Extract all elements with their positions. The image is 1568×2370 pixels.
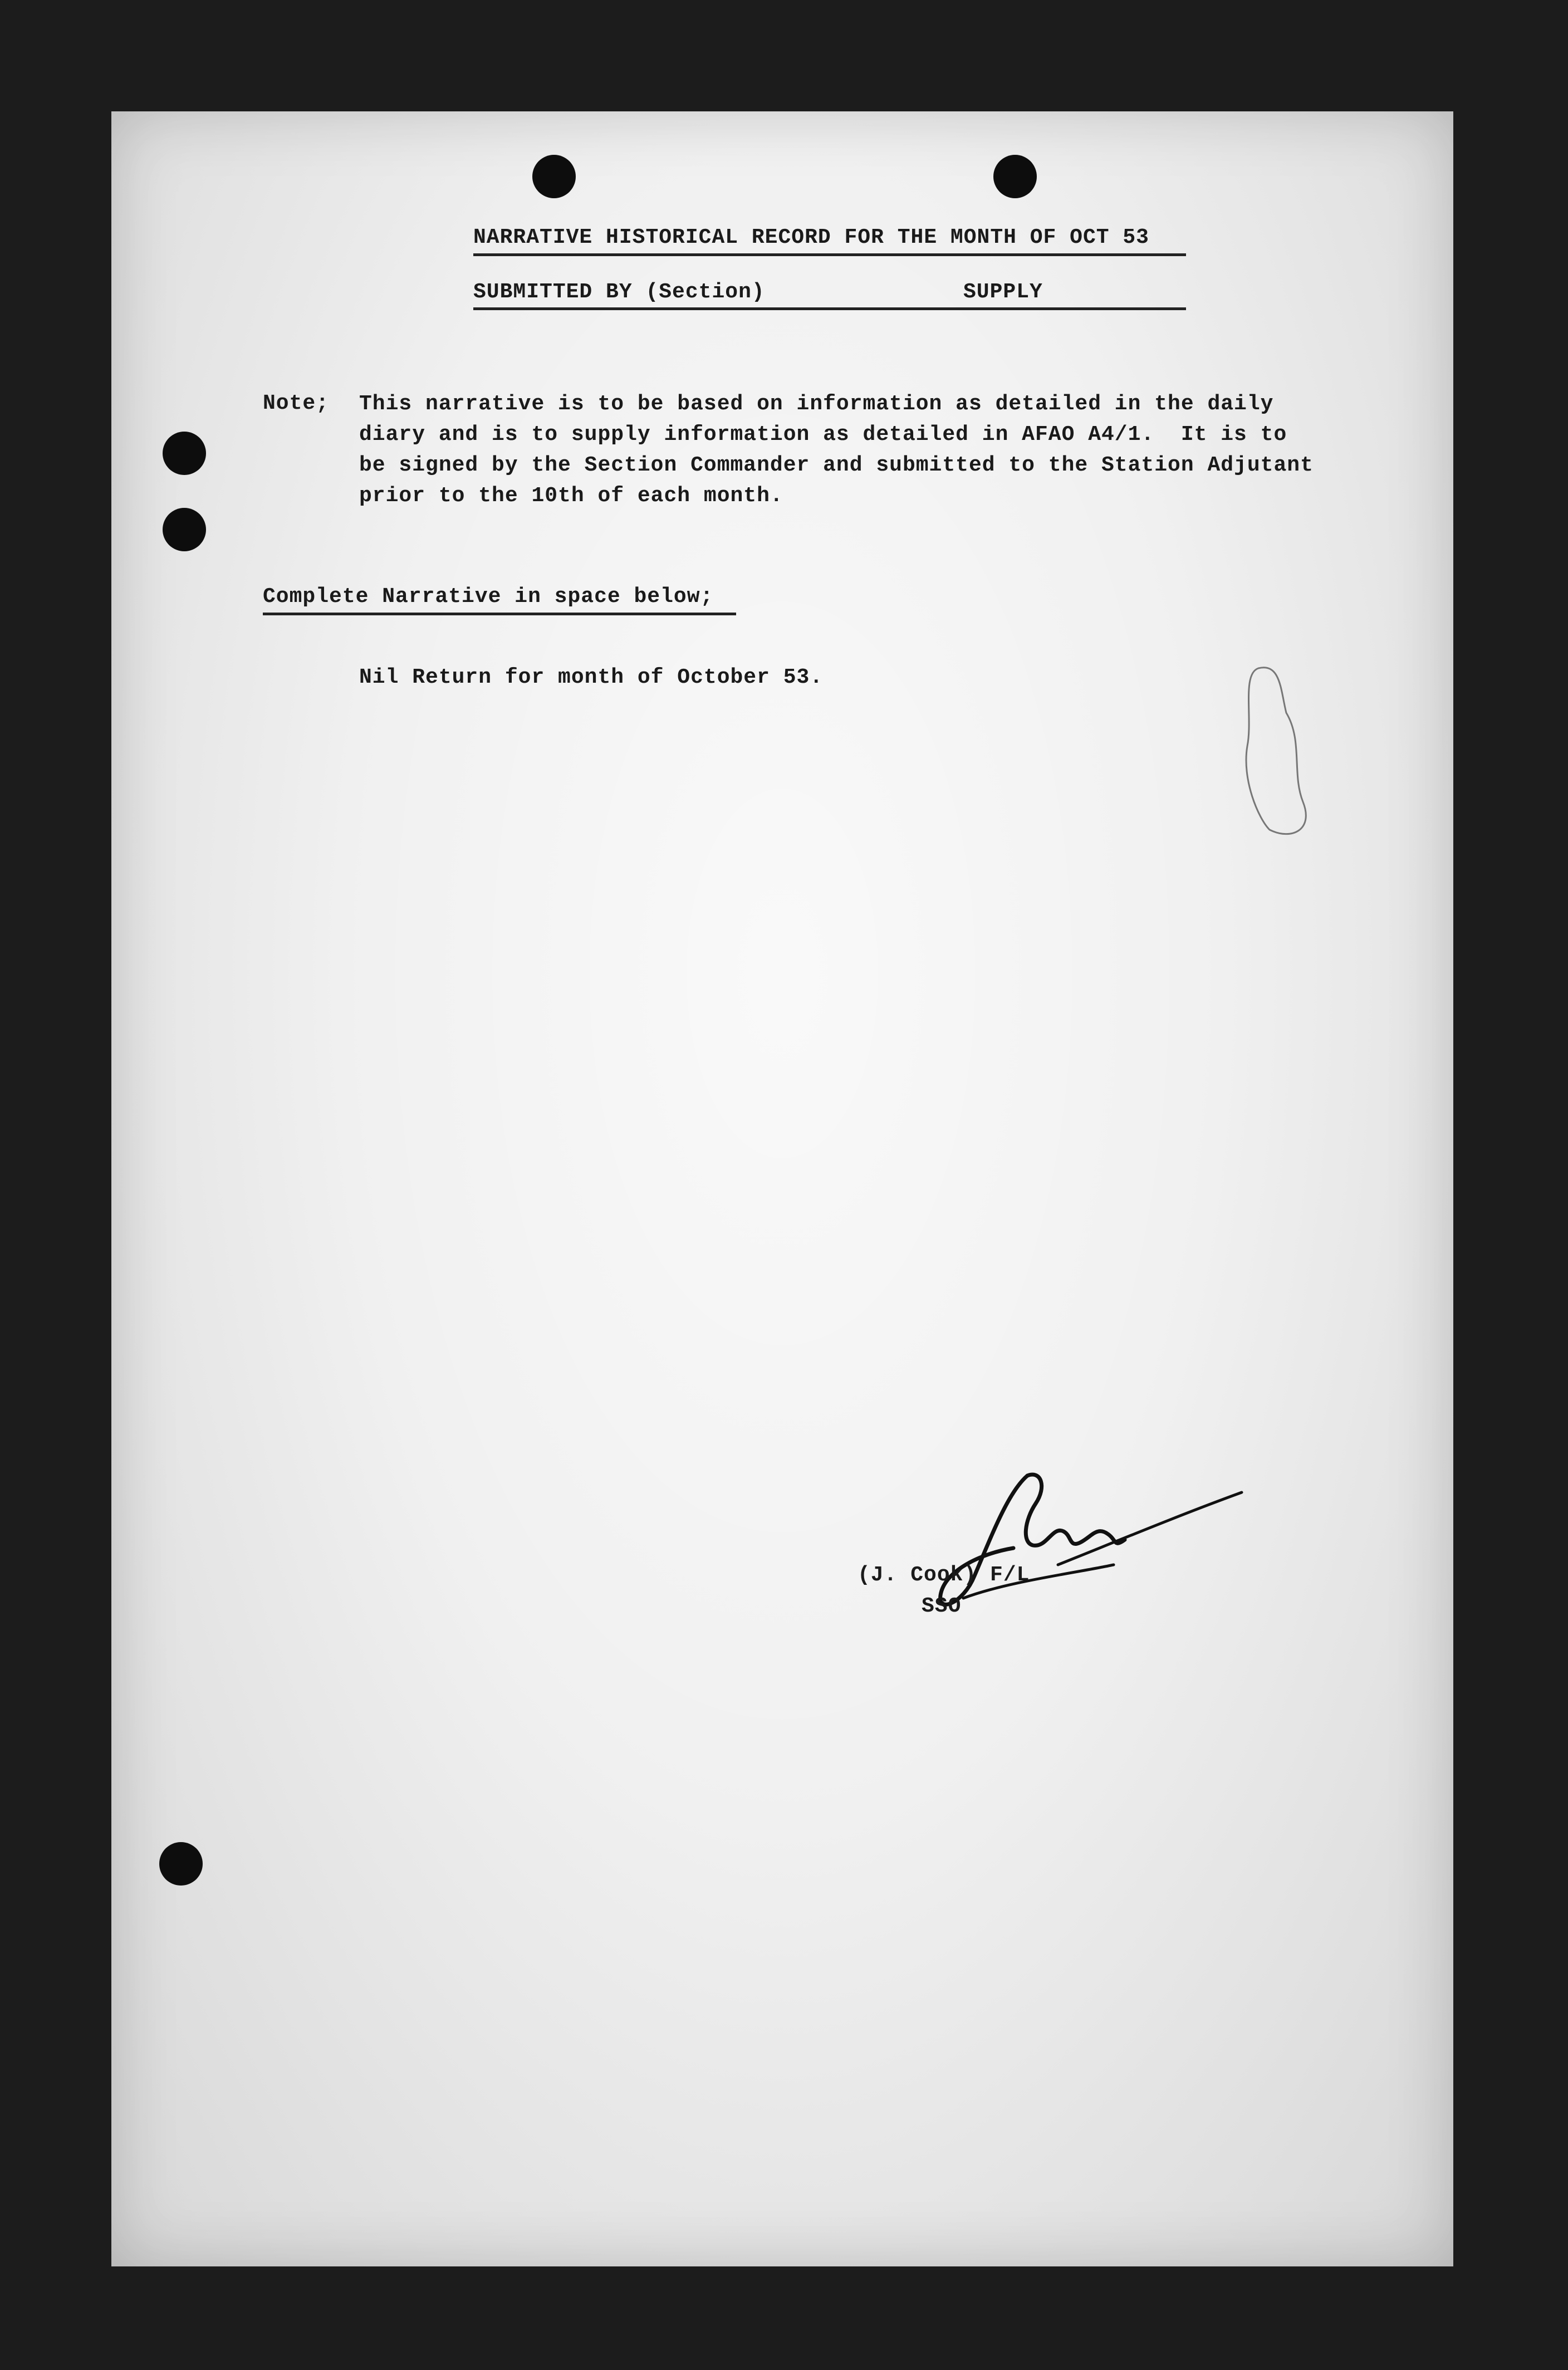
handwritten-signature [930, 1470, 1253, 1637]
narrative-text: Nil Return for month of October 53. [359, 665, 824, 689]
title-underline [473, 253, 1186, 256]
submitted-underline [473, 307, 1186, 310]
submitted-by-label: SUBMITTED BY (Section) [473, 280, 765, 304]
note-line-2: diary and is to supply information as detailed in AFAO A4/1. It is to [359, 423, 1287, 447]
note-line-1: This narrative is to be based on information as detailed in the daily [359, 392, 1274, 416]
punch-hole-left-lower [159, 1842, 203, 1886]
section-value: SUPPLY [963, 280, 1043, 304]
punch-hole-top-right [993, 155, 1037, 198]
punch-hole-left-upper [163, 432, 206, 475]
signature-name-line: (J. Cook) F/L [857, 1563, 1030, 1587]
note-line-4: prior to the 10th of each month. [359, 484, 783, 508]
narrative-heading-underline [263, 613, 736, 615]
record-title: NARRATIVE HISTORICAL RECORD FOR THE MONTH OF OCT 53 [473, 226, 1149, 249]
punch-hole-top-left [532, 155, 576, 198]
signature-title: SSO [922, 1594, 962, 1618]
document-page [111, 111, 1453, 2266]
pencil-mark [1219, 652, 1331, 852]
punch-hole-left-middle [163, 508, 206, 551]
note-label: Note; [263, 391, 330, 415]
narrative-heading: Complete Narrative in space below; [263, 585, 714, 609]
note-line-3: be signed by the Section Commander and submitted to the Station Adjutant [359, 453, 1314, 477]
